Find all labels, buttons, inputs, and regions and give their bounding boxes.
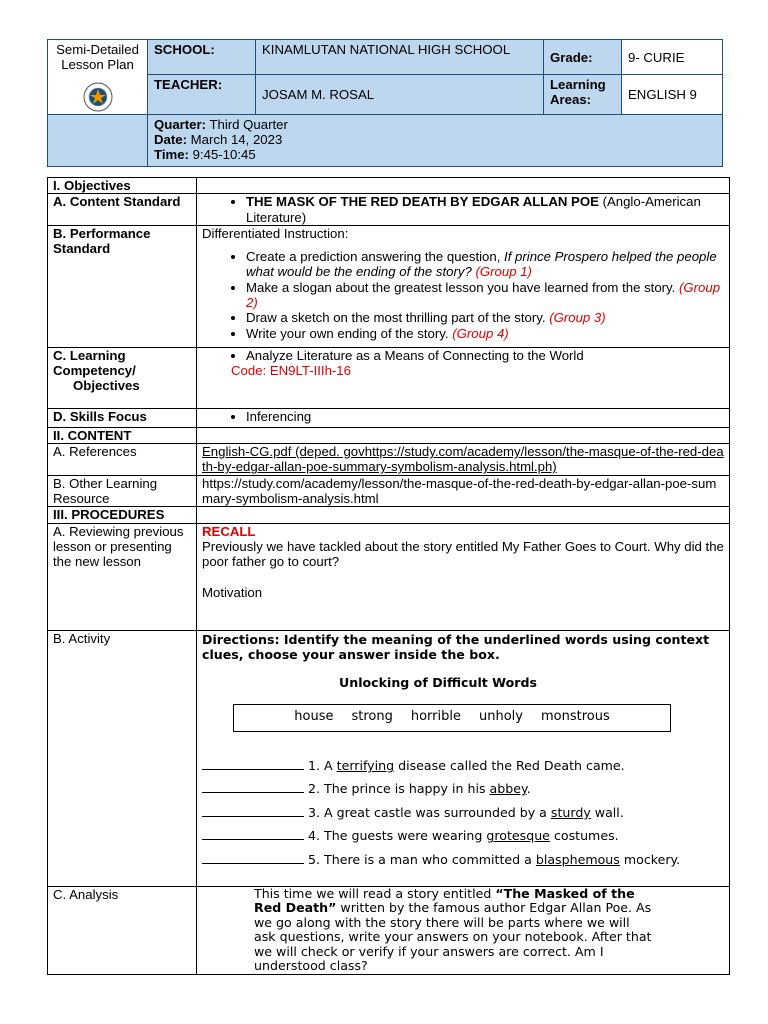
references-link[interactable]: English-CG.pdf (deped. govhttps://study.com/academy/lesson/the-masque-of-the-red-death-by-edgar-allan-poe-summary-symbolism-analysis.html.ph) xyxy=(202,444,724,475)
quarter-value: Third Quarter xyxy=(209,117,288,132)
procedures-heading: III. PROCEDURES xyxy=(48,507,197,523)
word-choice: monstrous xyxy=(540,708,610,724)
deped-seal-icon xyxy=(83,82,113,112)
learning-competency-label: C. Learning Competency/ Objectives xyxy=(48,347,197,408)
activity-label: B. Activity xyxy=(48,630,197,886)
list-item: • Write your own ending of the story. (Group 4) xyxy=(246,326,724,341)
word-choice: strong xyxy=(351,708,393,724)
question-line: 5. There is a man who committed a blasphemous mockery. xyxy=(202,852,724,876)
other-resource-label: B. Other Learning Resource xyxy=(48,475,197,507)
word-choices-box xyxy=(233,704,671,732)
other-resource-value: https://study.com/academy/lesson/the-masque-of-the-red-death-by-edgar-allan-poe-summary-symbolism-analysis.html xyxy=(197,475,730,507)
skills-focus-label: D. Skills Focus xyxy=(48,408,197,427)
answer-blank[interactable] xyxy=(202,782,304,793)
performance-list xyxy=(202,249,724,341)
performance-standard-cell xyxy=(197,225,730,347)
answer-blank[interactable] xyxy=(202,853,304,864)
time-value: 9:45-10:45 xyxy=(192,147,256,162)
content-standard-label: A. Content Standard xyxy=(48,194,197,226)
references-label: A. References xyxy=(48,444,197,476)
reviewing-label: A. Reviewing previous lesson or presenting the new lesson xyxy=(48,523,197,630)
answer-blank[interactable] xyxy=(202,759,304,770)
skills-focus-item: • Inferencing xyxy=(246,409,724,424)
objectives-heading: I. Objectives xyxy=(48,178,197,194)
motivation-label: Motivation xyxy=(202,584,263,600)
question-line: 4. The guests were wearing grotesque costumes. xyxy=(202,828,724,852)
date-value: March 14, 2023 xyxy=(190,132,283,147)
schedule-cell xyxy=(148,115,723,167)
reviewing-cell xyxy=(197,523,730,630)
content-standard-rest: (Anglo-American Literature) xyxy=(246,194,701,225)
unlocking-title: Unlocking of Difficult Words xyxy=(339,674,537,690)
recall-title: RECALL xyxy=(202,523,256,539)
competency-code: Code: EN9LT-IIIh-16 xyxy=(231,363,351,379)
answer-blank[interactable] xyxy=(202,806,304,817)
quarter-label: Quarter: xyxy=(154,117,207,132)
grade-label: Grade: xyxy=(544,40,622,75)
content-standard-title: THE MASK OF THE RED DEATH BY EDGAR ALLAN POE xyxy=(246,194,599,210)
activity-directions: Directions: Identify the meaning of the underlined words using context clues, choose your answer inside the box. xyxy=(202,631,710,663)
analysis-cell xyxy=(197,886,730,974)
list-item: • Make a slogan about the greatest lesson you have learned from the story. (Group 2) xyxy=(246,280,724,311)
question-line: 1. A terrifying disease called the Red Death came. xyxy=(202,758,724,782)
activity-cell xyxy=(197,630,730,886)
word-choice: horrible xyxy=(410,708,461,724)
list-item: • Create a prediction answering the question, If prince Prospero helped the people what would be the ending of the story? (Group 1) xyxy=(246,249,724,280)
question-line: 2. The prince is happy in his abbey. xyxy=(202,781,724,805)
word-choice: unholy xyxy=(478,708,523,724)
recall-text: Previously we have tackled about the story entitled My Father Goes to Court. Why did the poor father go to court? xyxy=(202,538,724,570)
school-value: KINAMLUTAN NATIONAL HIGH SCHOOL xyxy=(256,40,544,75)
content-standard-cell xyxy=(197,194,730,226)
analysis-label: C. Analysis xyxy=(48,886,197,974)
grade-value: 9- CURIE xyxy=(622,40,723,75)
performance-standard-label: B. Performance Standard xyxy=(48,225,197,347)
analysis-text: This time we will read a story entitled “The Masked of the Red Death” written by the famous author Edgar Allan Poe. As we go along with the story there will be parts where we will ask questions, write your answers on your notebook. After that we will check or verify if your answers are correct. Am I understood class? xyxy=(254,885,652,974)
performance-intro: Differentiated Instruction: xyxy=(202,225,349,241)
learning-competency-cell xyxy=(197,347,730,408)
lesson-plan-type-cell xyxy=(48,40,148,115)
time-label: Time: xyxy=(154,147,189,162)
content-heading: II. CONTENT xyxy=(48,427,197,443)
competency-item: • Analyze Literature as a Means of Connecting to the World xyxy=(246,348,724,363)
learning-areas-label: Learning Areas: xyxy=(544,75,622,115)
teacher-label: TEACHER: xyxy=(148,75,256,115)
lesson-header-table xyxy=(47,39,723,167)
list-item: • Draw a sketch on the most thrilling part of the story. (Group 3) xyxy=(246,310,724,325)
lesson-plan-type: Semi-Detailed Lesson Plan xyxy=(56,42,139,72)
learning-areas-value: ENGLISH 9 xyxy=(622,75,723,115)
question-line: 3. A great castle was surrounded by a sturdy wall. xyxy=(202,805,724,829)
school-label: SCHOOL: xyxy=(148,40,256,75)
lesson-body-table xyxy=(47,177,730,975)
answer-blank[interactable] xyxy=(202,829,304,840)
word-choice: house xyxy=(294,708,334,724)
date-label: Date: xyxy=(154,132,187,147)
teacher-value: JOSAM M. ROSAL xyxy=(256,75,544,115)
